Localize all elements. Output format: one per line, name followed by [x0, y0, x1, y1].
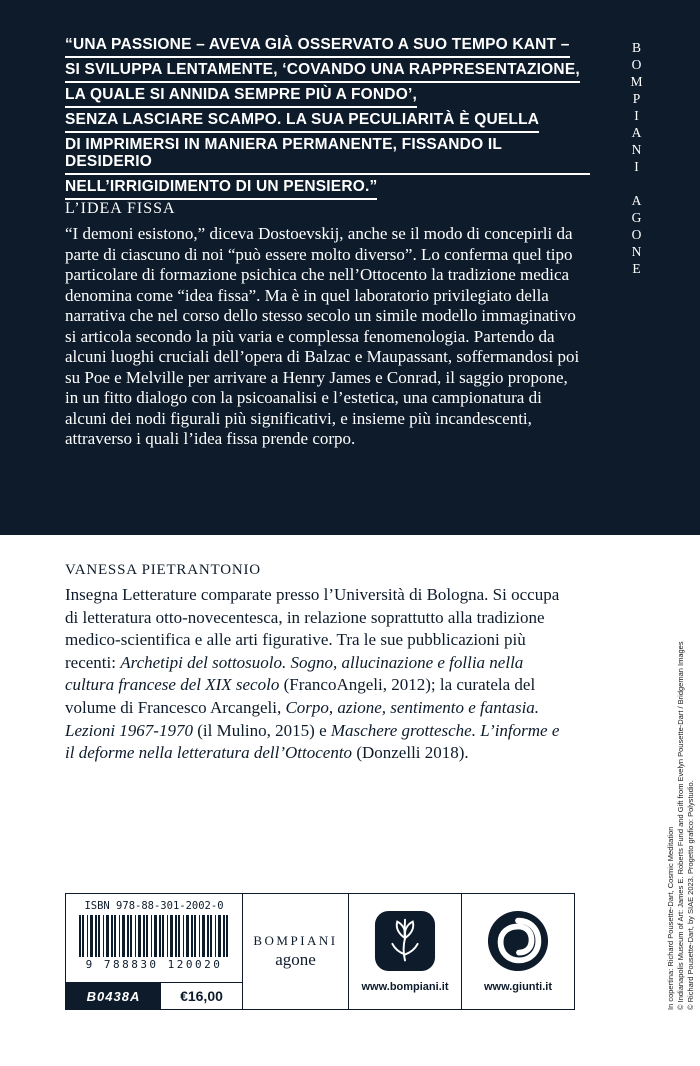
- synopsis-text: “I demoni esistono,” diceva Dostoevskij, anche se il modo di concepirli da parte di ciascuno di noi “può essere molto diverso”. Lo conferma quel tipo particolare di formazione psichica che nell’Ottocento la tradizione medica denomina come “idea fissa”. Ma è in quel laboratorio privilegiato della narrativa che nel corso dello stesso secolo un simile modello immaginativo si articola secondo la più varia e complessa fenomenologia. Partendo da alcuni luoghi cruciali dell’opera di Balzac e Maupassant, soffermandosi poi su Poe e Melville per arrivare a Henry James e Conrad, il saggio propone, in un fitto dialogo con la psicoanalisi e l’estetica, una campionatura di alcuni dei nodi figurali più significativi, e insieme più incandescenti, attraverso i quali l’idea fissa prende corpo.: [65, 224, 580, 448]
- publisher-name: BOMPIANI: [253, 933, 338, 948]
- quote-line-text: DI IMPRIMERSI IN MANIERA PERMANENTE, FISSANDO IL DESIDERIO: [65, 136, 590, 175]
- cover-quote: [65, 36, 590, 203]
- quote-line-text: “UNA PASSIONE – AVEVA GIÀ OSSERVATO A SUO TEMPO KANT –: [65, 36, 570, 58]
- quote-line: [65, 111, 590, 133]
- author-name: VANESSA PIETRANTONIO: [65, 562, 261, 578]
- publisher-wordmark: [242, 894, 348, 1009]
- footer-box: [65, 893, 575, 1010]
- giunti-site-section: [461, 894, 574, 1009]
- edition-code-badge: B0438A: [66, 983, 161, 1009]
- giunti-spiral-icon: [487, 910, 549, 972]
- bompiani-url: www.bompiani.it: [361, 981, 449, 993]
- quote-line: [65, 61, 590, 83]
- price-label: €16,00: [180, 988, 223, 1004]
- author-bio: Insegna Letterature comparate presso l’Università di Bologna. Si occupa di letteratura otto-novecentesca, in relazione soprattutto alla tradizione medico-scientifica e alle arti figurative. Tra le sue pubblicazioni più recenti: Archetipi del sottosuolo. Sogno, allucinazione e follia nella cultura francese del XIX secolo (FrancoAngeli, 2012); la curatela del volume di Francesco Arcangeli, Corpo, azione, sentimento e fantasia. Lezioni 1967-1970 (il Mulino, 2015) e Maschere grottesche. L’informe e il deforme nella letteratura dell’Ottocento (Donzelli 2018).: [65, 585, 560, 763]
- isbn-label: ISBN 978-88-301-2002-0: [84, 900, 224, 912]
- quote-line-text: SENZA LASCIARE SCAMPO. LA SUA PECULIARITÀ È QUELLA: [65, 111, 539, 133]
- barcode-section: [66, 894, 242, 1009]
- credits-line: © Richard Pousette-Dart, by SIAE 2023. Progetto grafico: Polystudio.: [686, 780, 695, 1010]
- quote-line: [65, 136, 590, 175]
- book-title: L’IDEA FISSA: [65, 200, 176, 217]
- spine-series-label: BOMPIANI AGONE: [629, 40, 644, 278]
- quote-line-text: SI SVILUPPA LENTAMENTE, ‘COVANDO UNA RAPPRESENTAZIONE,: [65, 61, 580, 83]
- quote-line: [65, 86, 590, 108]
- credits-line: In copertina: Richard Pousette-Dart, Cosmic Meditation: [666, 826, 675, 1010]
- quote-line: [65, 178, 590, 200]
- barcode-digits: 9 788830 120020: [85, 958, 223, 971]
- quote-line-text: NELL’IRRIGIDIMENTO DI UN PENSIERO.”: [65, 178, 377, 200]
- barcode: [79, 915, 229, 957]
- price-row: [66, 982, 242, 1009]
- bompiani-flower-icon: [374, 910, 436, 972]
- cover-credits: [666, 628, 696, 1010]
- quote-line: [65, 36, 590, 58]
- giunti-url: www.giunti.it: [483, 981, 553, 993]
- bompiani-site-section: [348, 894, 461, 1009]
- publisher-imprint: agone: [275, 950, 316, 969]
- quote-line-text: LA QUALE SI ANNIDA SEMPRE PIÙ A FONDO’,: [65, 86, 417, 108]
- credits-line: © Indianapolis Museum of Art: James E. Roberts Fund and Gift from Evelyn Pousette-Dart / Bridgeman Images: [676, 641, 685, 1010]
